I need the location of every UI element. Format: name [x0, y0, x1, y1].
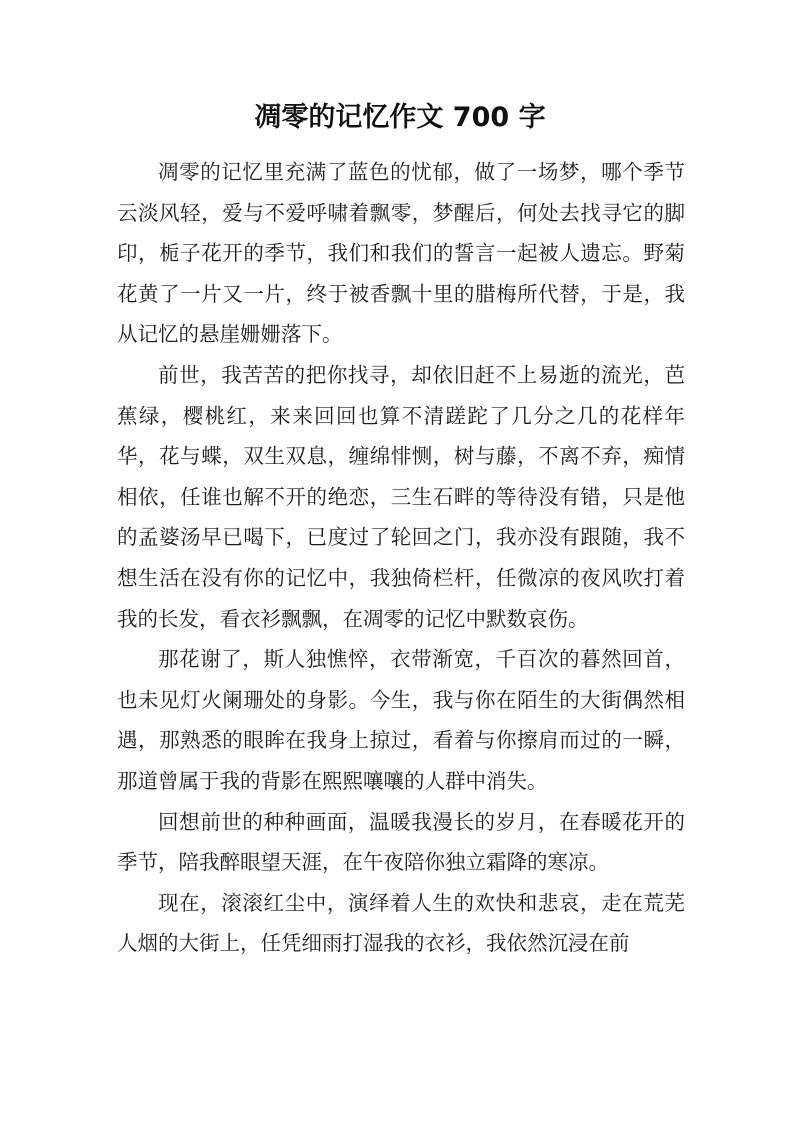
document-body — [117, 152, 685, 964]
paragraph: 凋零的记忆里充满了蓝色的忧郁，做了一场梦，哪个季节云淡风轻，爱与不爱呼啸着飘零，梦醒后，何处去找寻它的脚印，栀子花开的季节，我们和我们的誓言一起被人遗忘。野菊花黄了一片又一片，终于被香飘十里的腊梅所代替，于是，我从记忆的悬崖姗姗落下。 — [117, 160, 685, 347]
paragraph: 回想前世的种种画面，温暖我漫长的岁月，在春暖花开的季节，陪我醉眼望天涯，在午夜陪你独立霜降的寒凉。 — [117, 809, 685, 875]
paragraph: 那花谢了，斯人独憔悴，衣带渐宽，千百次的暮然回首，也未见灯火阑珊处的身影。今生，我与你在陌生的大街偶然相遇，那熟悉的眼眸在我身上掠过，看着与你擦肩而过的一瞬，那道曾属于我的背影在熙熙嚷嚷的人群中消失。 — [117, 647, 685, 793]
paragraph: 前世，我苦苦的把你找寻，却依旧赶不上易逝的流光，芭蕉绿，樱桃红，来来回回也算不清蹉跎了几分之几的花样年华，花与蝶，双生双息，缠绵悱恻，树与藤，不离不弃，痴情相依，任谁也解不开的绝恋，三生石畔的等待没有错，只是他的孟婆汤早已喝下，已度过了轮回之门，我亦没有跟随，我不想生活在没有你的记忆中，我独倚栏杆，任微凉的夜风吹打着我的长发，看衣衫飘飘，在凋零的记忆中默数哀伤。 — [117, 362, 685, 631]
document-title: 凋零的记忆作文 700 字 — [254, 102, 546, 133]
paragraph: 现在，滚滚红尘中，演绎着人生的欢快和悲哀，走在荒芜人烟的大街上，任凭细雨打湿我的衣衫，我依然沉浸在前 — [117, 890, 685, 956]
